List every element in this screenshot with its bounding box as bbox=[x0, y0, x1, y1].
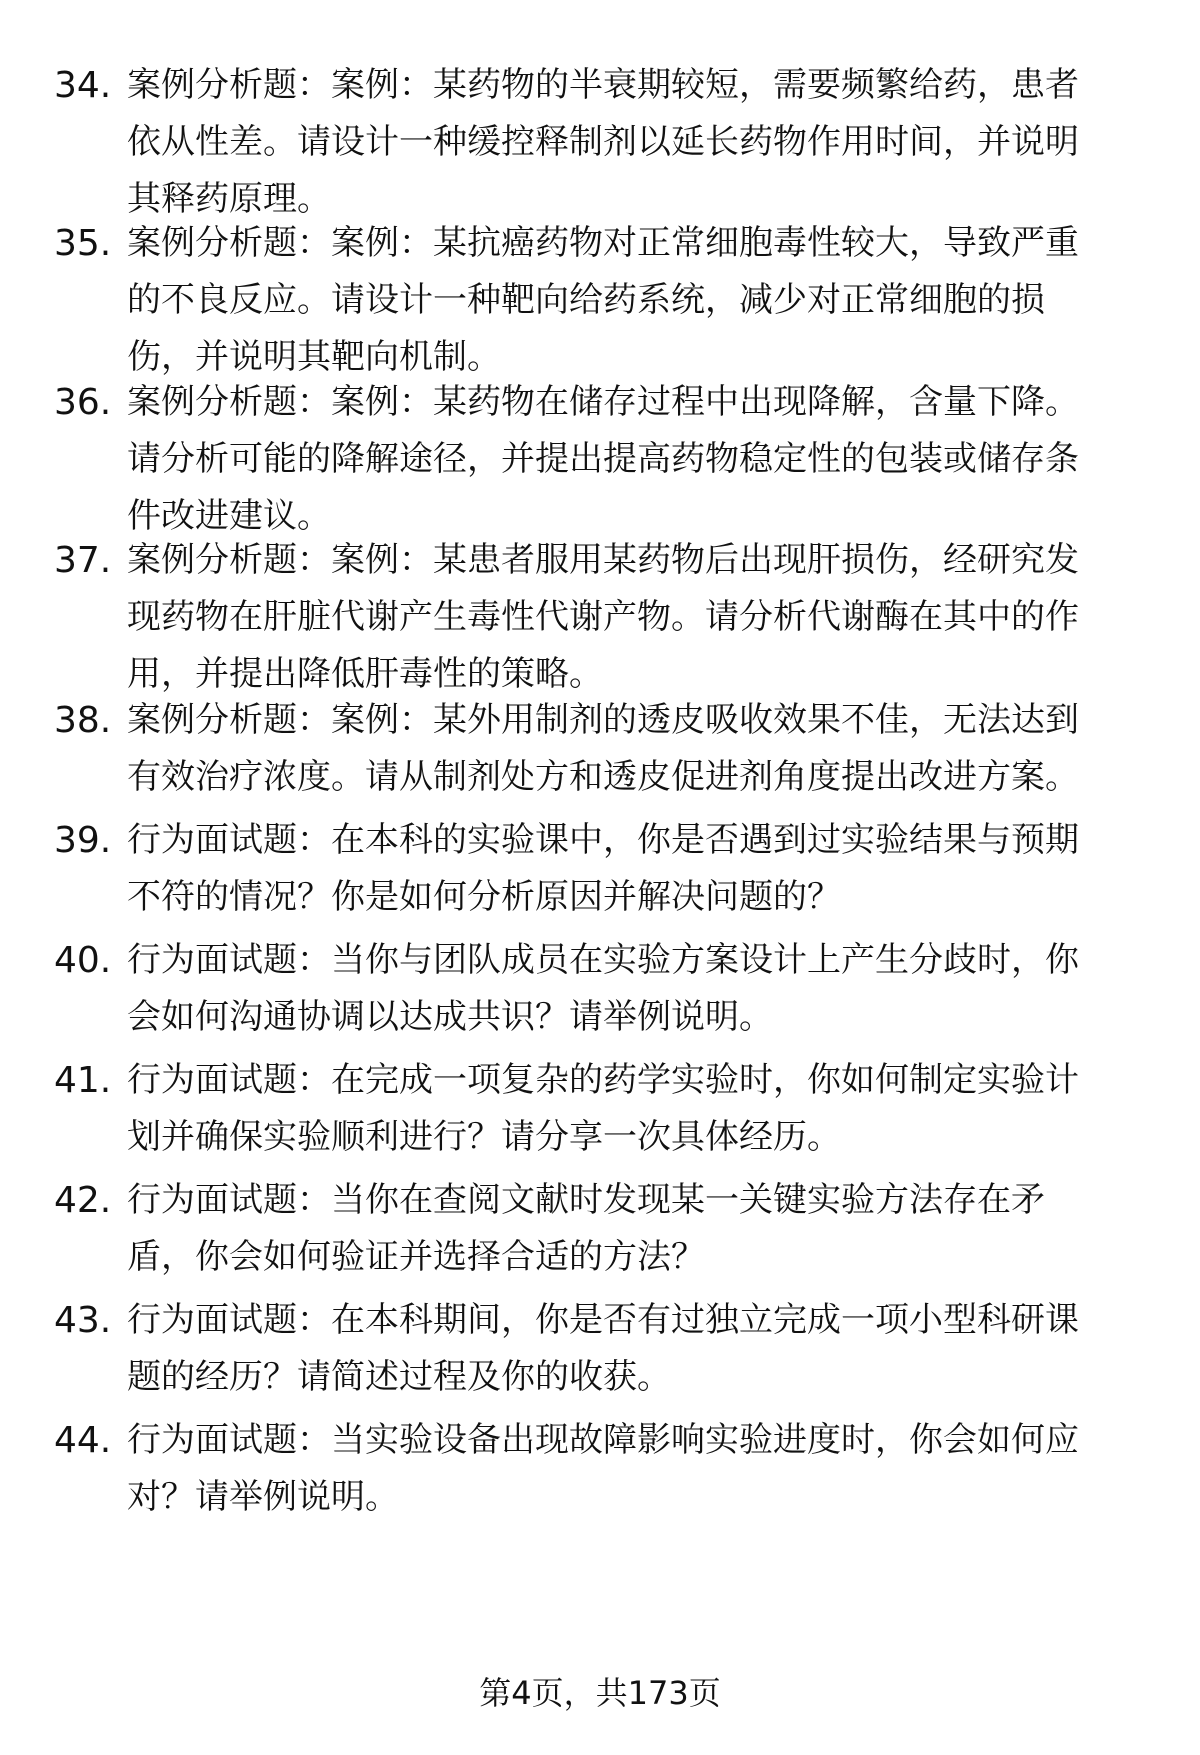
question-text bbox=[127, 215, 1145, 386]
question-text-line: 盾，你会如何验证并选择合适的方法？ bbox=[127, 1237, 705, 1277]
question-number: 41. bbox=[54, 1060, 112, 1101]
question-text-line: 对？请举例说明。 bbox=[127, 1477, 399, 1517]
question-text-line: 用，并提出降低肝毒性的策略。 bbox=[127, 654, 603, 694]
question-text-line: 案例分析题：案例：某患者服用某药物后出现肝损伤，经研究发 bbox=[127, 540, 1079, 580]
question-text-line: 不符的情况？你是如何分析原因并解决问题的？ bbox=[127, 877, 841, 917]
page-footer: 第4页，共173页 bbox=[479, 1674, 721, 1712]
question-text-line: 案例分析题：案例：某药物在储存过程中出现降解，含量下降。 bbox=[127, 382, 1079, 422]
question-text bbox=[127, 812, 1145, 926]
question-number: 43. bbox=[54, 1300, 112, 1341]
question-text bbox=[127, 1172, 1145, 1286]
question-text-line: 划并确保实验顺利进行？请分享一次具体经历。 bbox=[127, 1117, 841, 1157]
question-number: 34. bbox=[54, 65, 112, 106]
question-text-line: 现药物在肝脏代谢产生毒性代谢产物。请分析代谢酶在其中的作 bbox=[127, 597, 1079, 637]
question-text-line: 案例分析题：案例：某抗癌药物对正常细胞毒性较大，导致严重 bbox=[127, 223, 1079, 263]
question-number: 44. bbox=[54, 1420, 112, 1461]
question-text-line: 行为面试题：当你与团队成员在实验方案设计上产生分歧时，你 bbox=[127, 940, 1079, 980]
question-text bbox=[127, 932, 1145, 1046]
question-text-line: 案例分析题：案例：某药物的半衰期较短，需要频繁给药，患者 bbox=[127, 65, 1079, 105]
question-text-line: 案例分析题：案例：某外用制剂的透皮吸收效果不佳，无法达到 bbox=[127, 700, 1079, 740]
question-text-line: 有效治疗浓度。请从制剂处方和透皮促进剂角度提出改进方案。 bbox=[127, 757, 1079, 797]
question-text bbox=[127, 374, 1145, 545]
question-text bbox=[127, 1412, 1145, 1526]
question-text-line: 行为面试题：当你在查阅文献时发现某一关键实验方法存在矛 bbox=[127, 1180, 1045, 1220]
question-number: 42. bbox=[54, 1180, 112, 1221]
question-text-line: 依从性差。请设计一种缓控释制剂以延长药物作用时间，并说明 bbox=[127, 122, 1079, 162]
question-number: 39. bbox=[54, 820, 112, 861]
question-text-line: 题的经历？请简述过程及你的收获。 bbox=[127, 1357, 671, 1397]
question-text bbox=[127, 532, 1145, 703]
question-text-line: 行为面试题：在本科的实验课中，你是否遇到过实验结果与预期 bbox=[127, 820, 1079, 860]
question-number: 37. bbox=[54, 540, 112, 581]
question-text-line: 请分析可能的降解途径，并提出提高药物稳定性的包装或储存条 bbox=[127, 439, 1079, 479]
question-text-line: 其释药原理。 bbox=[127, 179, 331, 219]
question-number: 38. bbox=[54, 700, 112, 741]
question-text bbox=[127, 692, 1145, 806]
question-text-line: 会如何沟通协调以达成共识？请举例说明。 bbox=[127, 997, 773, 1037]
question-text bbox=[127, 1292, 1145, 1406]
question-text-line: 伤，并说明其靶向机制。 bbox=[127, 337, 501, 377]
question-number: 40. bbox=[54, 940, 112, 981]
question-text-line: 件改进建议。 bbox=[127, 496, 331, 536]
question-text bbox=[127, 1052, 1145, 1166]
question-number: 36. bbox=[54, 382, 112, 423]
question-text-line: 行为面试题：在完成一项复杂的药学实验时，你如何制定实验计 bbox=[127, 1060, 1079, 1100]
question-text bbox=[127, 57, 1145, 228]
question-number: 35. bbox=[54, 223, 112, 264]
question-text-line: 的不良反应。请设计一种靶向给药系统，减少对正常细胞的损 bbox=[127, 280, 1045, 320]
question-text-line: 行为面试题：当实验设备出现故障影响实验进度时，你会如何应 bbox=[127, 1420, 1079, 1460]
question-text-line: 行为面试题：在本科期间，你是否有过独立完成一项小型科研课 bbox=[127, 1300, 1079, 1340]
